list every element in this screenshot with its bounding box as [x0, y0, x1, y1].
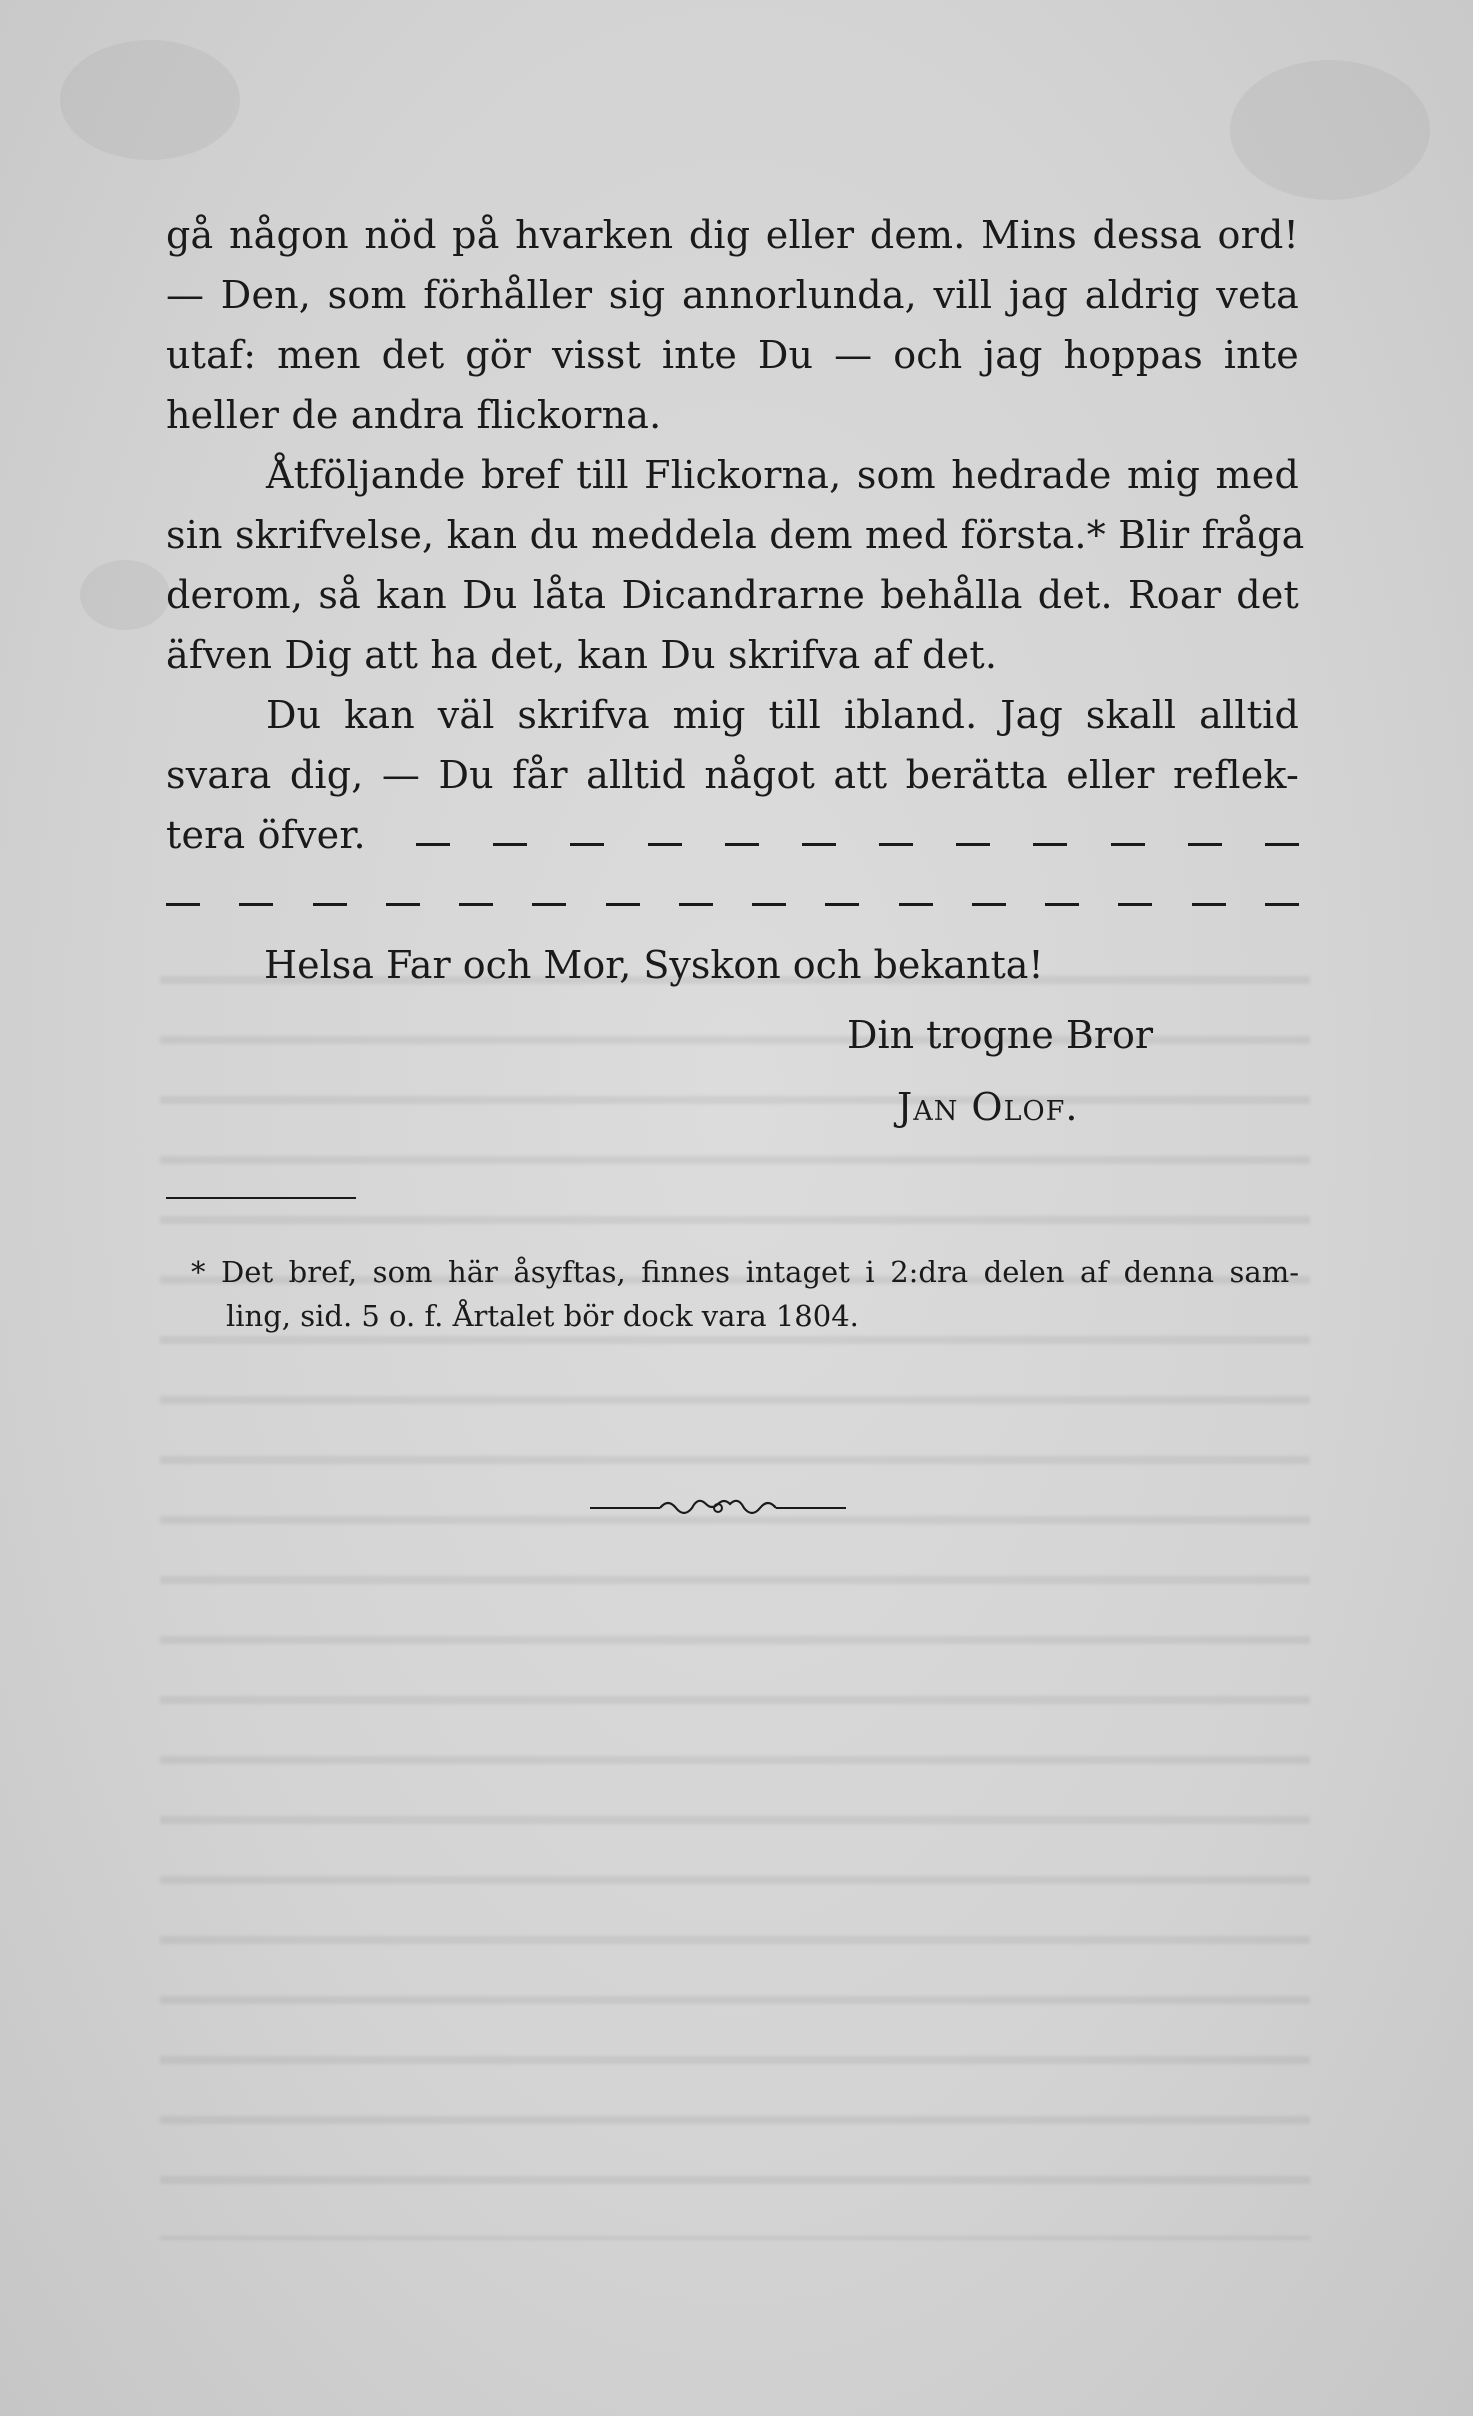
signoff: Din trogne Bror [847, 1013, 1153, 1057]
body-line: tera öfver. [166, 813, 366, 857]
body-line: äfven Dig att ha det, kan Du skrifva af det. [166, 633, 998, 677]
body-line: svara dig, — Du får alltid något att berätta eller reflek- [166, 753, 1299, 797]
body-line: Du kan väl skrifva mig till ibland. Jag skall alltid [266, 693, 1299, 737]
paper-stain [60, 40, 240, 160]
bleed-through-text [160, 940, 1310, 2240]
dash-filler [166, 865, 1299, 925]
footnote [166, 1250, 1299, 1338]
body-line: utaf: men det gör visst inte Du — och jag hoppas inte [166, 333, 1299, 377]
footnote-rule [166, 1197, 356, 1199]
dash-filler [416, 805, 1299, 865]
body-line: sin skrifvelse, kan du meddela dem med första.* Blir fråga [166, 513, 1305, 557]
body-line: heller de andra flickorna. [166, 393, 662, 437]
body-line: gå någon nöd på hvarken dig eller dem. Mins dessa ord! [166, 213, 1299, 257]
paper-stain [1230, 60, 1430, 200]
letter-body [166, 205, 1305, 925]
body-line: Åtföljande bref till Flickorna, som hedrade mig med [266, 453, 1299, 497]
body-line: — Den, som förhåller sig annorlunda, vill jag aldrig veta [166, 273, 1299, 317]
paper-stain [80, 560, 170, 630]
footnote-line: ling, sid. 5 o. f. Årtalet bör dock vara 1804. [226, 1299, 859, 1333]
footnote-line: * Det bref, som här åsyftas, finnes intaget i 2:dra delen af denna sam- [191, 1255, 1299, 1289]
signature: Jan Olof. [897, 1085, 1079, 1129]
ornament-divider [590, 1488, 846, 1528]
greeting: Helsa Far och Mor, Syskon och bekanta! [264, 943, 1044, 987]
body-line: derom, så kan Du låta Dicandrarne behålla det. Roar det [166, 573, 1299, 617]
